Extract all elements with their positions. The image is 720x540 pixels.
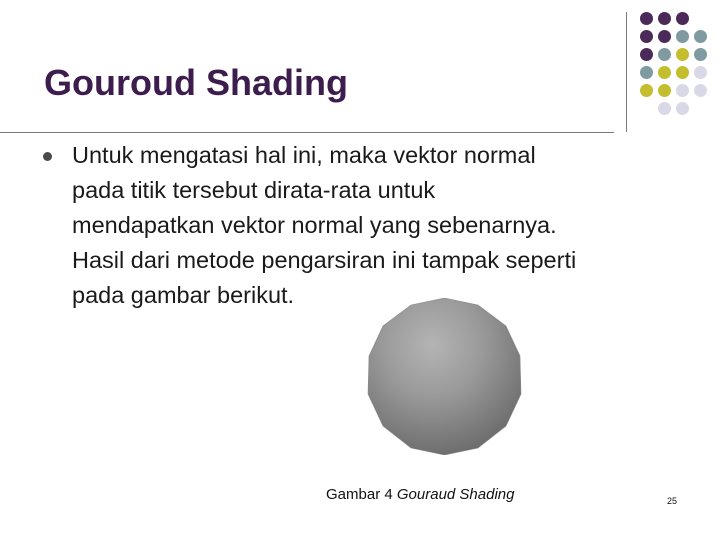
decorative-dot: [676, 66, 689, 79]
bullet-text: [72, 138, 672, 313]
gouraud-shaded-sphere-image: [366, 298, 523, 455]
decorative-dot: [640, 66, 653, 79]
figure-caption: [326, 486, 514, 503]
decorative-dot: [676, 48, 689, 61]
decorative-dot: [676, 84, 689, 97]
figure-caption-prefix: Gambar 4: [326, 486, 393, 503]
decorative-dot: [676, 30, 689, 43]
decorative-dot: [676, 12, 689, 25]
title-divider-horizontal: [0, 132, 614, 133]
figure-caption-title: Gouraud Shading: [396, 486, 515, 503]
decorative-dot: [694, 84, 707, 97]
bullet-line: pada gambar berikut.: [72, 282, 295, 308]
decorative-dot: [694, 66, 707, 79]
slide-title: Gouroud Shading: [44, 62, 348, 103]
decorative-dot: [658, 84, 671, 97]
decorative-dot: [676, 102, 689, 115]
decorative-dot: [658, 102, 671, 115]
bullet-line: Hasil dari metode pengarsiran ini tampak seperti: [72, 247, 577, 273]
page-number: 25: [667, 496, 678, 506]
decorative-dot: [640, 30, 653, 43]
decorative-dot: [658, 12, 671, 25]
decorative-dot: [640, 84, 653, 97]
bullet-dot: [43, 152, 52, 161]
decorative-dot: [658, 66, 671, 79]
decorative-dot: [694, 48, 707, 61]
decorative-dot: [694, 30, 707, 43]
decorative-dot: [658, 30, 671, 43]
bullet-line: mendapatkan vektor normal yang sebenarnya.: [72, 212, 557, 238]
decorative-dot: [658, 48, 671, 61]
bullet-line: pada titik tersebut dirata-rata untuk: [72, 177, 436, 203]
decorative-dot: [640, 12, 653, 25]
title-divider-vertical: [626, 12, 627, 132]
decorative-dot: [640, 48, 653, 61]
decorative-dot-grid: [640, 12, 716, 120]
bullet-line: Untuk mengatasi hal ini, maka vektor normal: [72, 142, 536, 168]
